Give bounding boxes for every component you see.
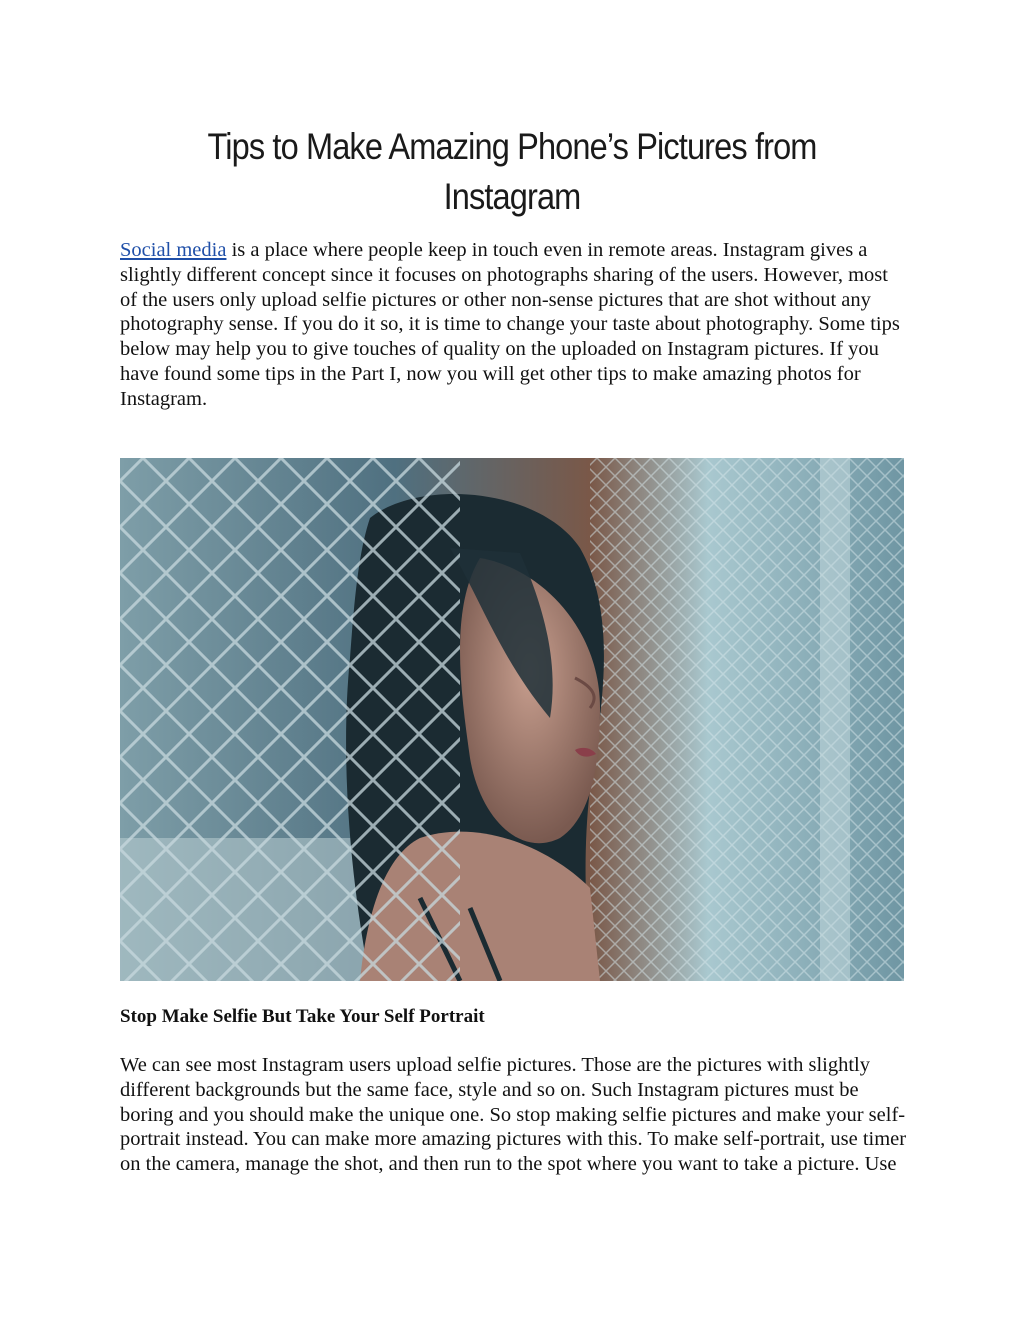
page-title: Tips to Make Amazing Phone’s Pictures from Instagram — [207, 126, 817, 217]
section-paragraph: We can see most Instagram users upload selfie pictures. Those are the pictures with slightly different backgrounds but the same face, style and so on. Such Instagram pictures must be boring and you should make the unique one. So stop making selfie pictures and make your self-portrait instead. You can make more amazing pictures with this. To make self-portrait, use timer on the camera, manage the shot, and then run to the spot where you want to take a picture. Use — [120, 1054, 907, 1176]
social-media-link[interactable]: Social media — [120, 239, 227, 261]
portrait-photo — [120, 458, 904, 981]
intro-text: is a place where people keep in touch even in remote areas. Instagram gives a slightly different concept since it focuses on photographs sharing of the users. However, most of the users only upload selfie pictures or other non-sense pictures that are shot without any photography sense. If you do it so, it is time to change your taste about photography. Some tips below may help you to give touches of quality on the uploaded on Instagram pictures. If you have found some tips in the Part I, now you will get other tips to make amazing photos for Instagram. — [120, 239, 900, 410]
intro-paragraph — [120, 238, 910, 412]
section-heading: Stop Make Selfie But Take Your Self Portrait — [120, 1006, 485, 1027]
portrait-photo-illustration — [120, 458, 904, 981]
